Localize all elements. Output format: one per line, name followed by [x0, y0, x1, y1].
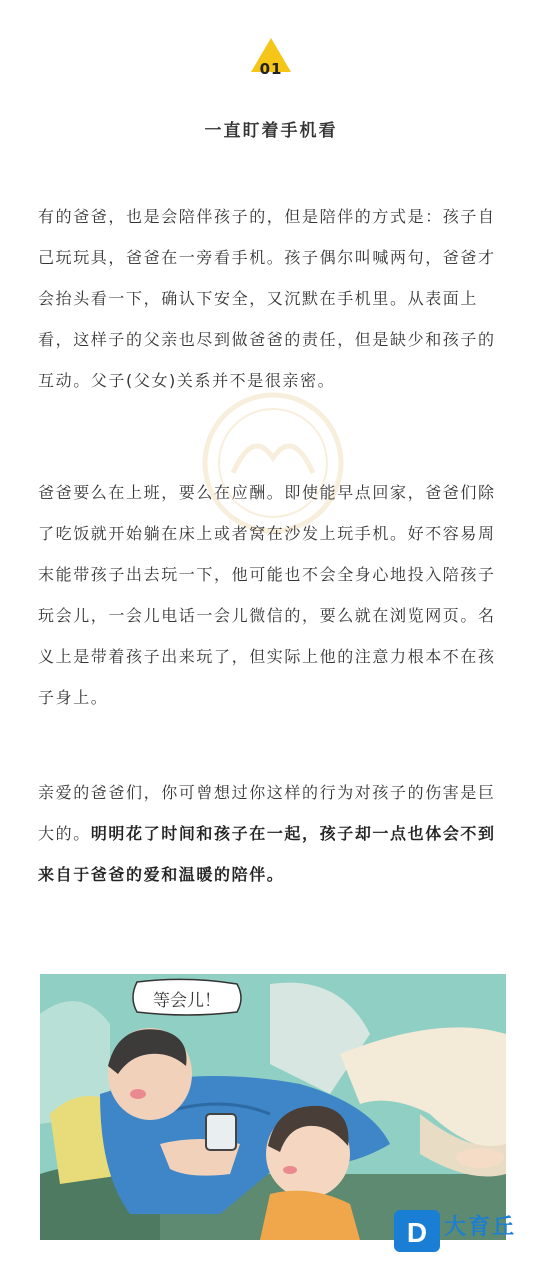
- logo-icon: [392, 1206, 444, 1256]
- paragraph-3-bold: 明明花了时间和孩子在一起，孩子却一点也体会不到来自于爸爸的爱和温暖的陪伴。: [38, 824, 496, 884]
- paragraph-3-normal: 亲爱的爸爸们，你可曾想过你这样的行为对孩子的伤害是巨大的。: [38, 783, 496, 843]
- section-badge: [241, 36, 301, 84]
- article-title: 一直盯着手机看: [204, 121, 338, 141]
- logo-text: 大育丘: [444, 1215, 517, 1240]
- paragraph-3: [38, 772, 508, 895]
- paragraph-1: 有的爸爸，也是会陪伴孩子的，但是陪伴的方式是：孩子自己玩玩具，爸爸在一旁看手机。孩子偶尔叫喊两句，爸爸才会抬头看一下，确认下安全，又沉默在手机里。从表面上看，这样子的父亲也尽到做爸爸的责任，但是缺少和孩子的互动。父子(父女)关系并不是很亲密。: [38, 207, 496, 390]
- speech-text: 等会儿！: [153, 991, 221, 1011]
- speech-bubble-label: [127, 978, 247, 1018]
- paragraph-2: 爸爸要么在上班，要么在应酬。即使能早点回家，爸爸们除了吃饭就开始躺在床上或者窝在沙发上玩手机。好不容易周末能带孩子出去玩一下，他可能也不会全身心地投入陪孩子玩会儿，一会儿电话一会儿微信的，要么就在浏览网页。名义上是带着孩子出来玩了，但实际上他的注意力根本不在孩子身上。: [38, 483, 496, 707]
- father-phone-illustration: [40, 974, 506, 1240]
- section-number: 01: [259, 60, 283, 78]
- site-logo: [392, 1206, 542, 1256]
- logo-letter: D: [406, 1217, 428, 1248]
